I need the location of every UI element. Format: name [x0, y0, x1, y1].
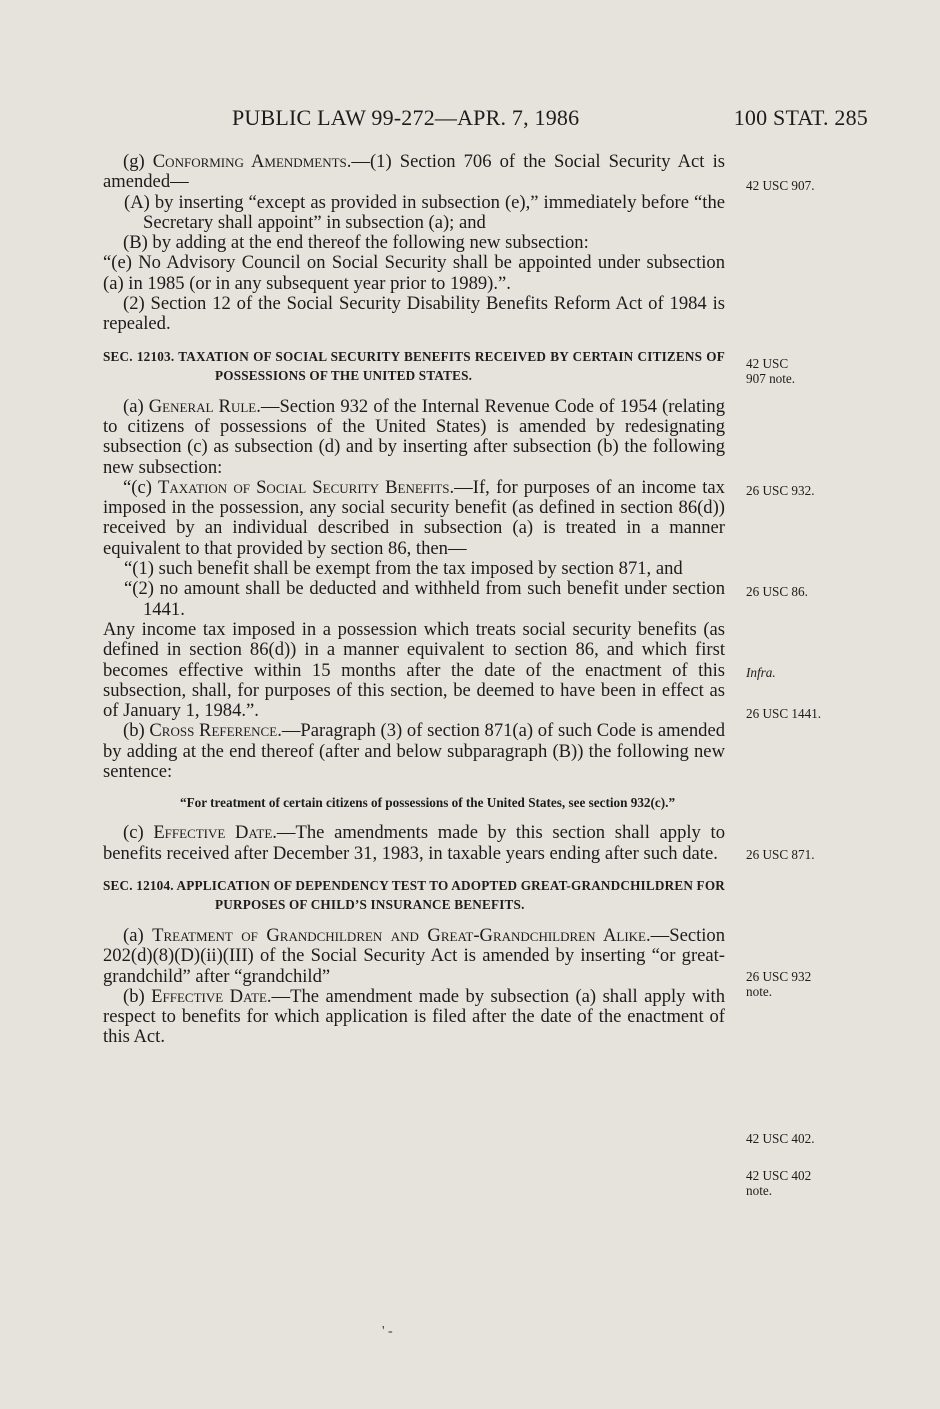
para-c-eff-text: .—The amendments made by this section shall apply to benefits received after December 31, 1983, in taxable years ending after such date.: [103, 822, 725, 864]
para-c1: “(1) such benefit shall be exempt from the tax imposed by section 871, and: [124, 558, 683, 580]
para-tb-text: .—The amendment made by subsection (a) shall apply with respect to benefits for which application is filed after the date of the enactment of this Act.: [103, 985, 725, 1048]
heading-effective-date-2: Effective Date: [151, 985, 267, 1007]
para-gB: (B) by adding at the end thereof the following new subsection:: [123, 232, 589, 254]
heading-conforming-amendments: Conforming Amendments: [152, 151, 347, 172]
para-c-text: .—If, for purposes of an income tax imposed in the possession, any social security benefit (as defined in section 86(d)) received by an individual described in subsection (a) is treated in a manner equivalent to that provided by section 86, then—: [103, 476, 725, 559]
header-stat-page: 100 STAT. 285: [733, 105, 868, 130]
para-ta: [103, 926, 725, 987]
para-gB-quote: “(e) No Advisory Council on Social Security shall be appointed under subsection (a) in 1985 (or in any subsequent year prior to 1989).”.: [103, 252, 725, 294]
para-g: (g) Conforming Amendments.—(1) Section 706 of the Social Security Act is amended—: [103, 151, 725, 193]
heading-taxation-benefits: Taxation of Social Security Benefits: [158, 476, 450, 498]
para-gA: (A) by inserting “except as provided in subsection (e),” immediately before “the Secretary shall appoint” in subsection (a); and: [124, 191, 725, 233]
margin-note-42usc402: 42 USC 402.: [746, 1131, 815, 1146]
heading-general-rule: General Rule: [148, 395, 257, 417]
margin-note-26usc86: 26 USC 86.: [746, 584, 808, 599]
para-g-text: .—(1) Section 706 of the Social Security Act is amended—: [103, 151, 725, 193]
footer-marks: ' -: [382, 1324, 393, 1339]
heading-treatment-grandchildren: Treatment of Grandchildren and Great-Grandchildren Alike: [152, 924, 646, 946]
margin-note-26usc932-note: 26 USC 932 note.: [746, 969, 812, 999]
para-ta-text: .—Section 202(d)(8)(D)(ii)(III) of the Social Security Act is amended by inserting “or great-grandchild” after “grandchild”: [103, 924, 725, 987]
margin-note-26usc1441: 26 USC 1441.: [746, 706, 822, 721]
para-b-label: (b): [123, 720, 150, 742]
margin-note-42usc402-note: 42 USC 402 note.: [746, 1168, 812, 1198]
para-b-text: .—Paragraph (3) of section 871(a) of such Code is amended by adding at the end thereof (after and below subparagraph (B)) the following new sentence:: [103, 720, 725, 783]
para-c-quote: [103, 478, 725, 559]
heading-cross-reference: Cross Reference: [149, 720, 278, 742]
header-law-citation: PUBLIC LAW 99-272—APR. 7, 1986: [232, 105, 580, 130]
para-g2: (2) Section 12 of the Social Security Disability Benefits Reform Act of 1984 is repealed.: [103, 293, 725, 335]
para-c-label: “(c): [123, 476, 159, 498]
heading-effective-date: Effective Date: [153, 822, 273, 844]
section-12104-heading: SEC. 12104. APPLICATION OF DEPENDENCY TEST TO ADOPTED GREAT-GRANDCHILDREN FOR PURPOSES OF CHILD’S INSURANCE BENEFITS.: [103, 877, 725, 912]
para-a-label: (a): [123, 395, 149, 417]
margin-note-42usc907: 42 USC 907.: [746, 178, 815, 193]
para-c-effective: [103, 823, 725, 864]
document-body: [103, 152, 725, 1048]
para-tb-label: (b): [123, 985, 152, 1007]
para-c-tail: Any income tax imposed in a possession which treats social security benefits (as defined in section 86(d)) in a manner equivalent to section 86, and which first becomes effective within 15 months after the date of the enactment of this subsection, shall, for purposes of this section, be deemed to have been in effect as of January 1, 1984.”.: [103, 618, 725, 722]
para-b-quote: “For treatment of certain citizens of possessions of the United States, see section 932(c).”: [180, 795, 676, 811]
margin-note-42usc907-note: 42 USC 907 note.: [746, 356, 796, 386]
para-a-text: .—Section 932 of the Internal Revenue Code of 1954 (relating to citizens of possessions of the United States) is amended by redesignating subsection (c) as subsection (d) and by inserting after subsection (b) the following new subsection:: [103, 395, 725, 478]
para-tb: [103, 987, 725, 1048]
page-header: [232, 105, 868, 135]
para-c2: “(2) no amount shall be deducted and withheld from such benefit under section 1441.: [124, 578, 725, 620]
margin-note-infra: Infra.: [746, 665, 776, 680]
para-a: [103, 397, 725, 478]
margin-note-26usc871: 26 USC 871.: [746, 847, 815, 862]
margin-note-26usc932: 26 USC 932.: [746, 483, 815, 498]
para-b: [103, 721, 725, 782]
para-c-eff-label: (c): [123, 822, 154, 844]
section-12103-heading: SEC. 12103. TAXATION OF SOCIAL SECURITY BENEFITS RECEIVED BY CERTAIN CITIZENS OF POSSESSIONS OF THE UNITED STATES.: [103, 348, 725, 383]
para-ta-label: (a): [123, 924, 153, 946]
